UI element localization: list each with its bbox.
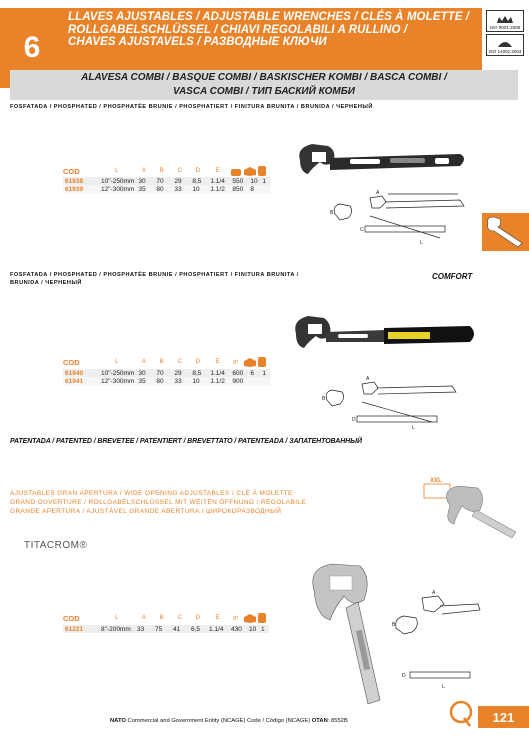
section3-table: COD L A B C D E gr 61221 8"-200mm 33 75 41 6,5 1.1/4 430 10 1 — [63, 612, 269, 633]
wrench-thumbnail-icon — [482, 213, 529, 251]
table-row: 61940 10"-250mm 30 70 29 8,5 1.1/4 600 6 1 — [63, 369, 270, 377]
dim-label-b: B — [330, 210, 334, 216]
chapter-number: 6 — [0, 8, 64, 88]
wrench-image-3 — [300, 560, 400, 710]
dim-label-c: C — [360, 227, 364, 233]
dim-label-a: A — [366, 376, 370, 382]
dim-label-d: D — [402, 673, 406, 679]
weight-icon — [229, 165, 243, 177]
dimension-diagram-1 — [330, 186, 480, 248]
dim-label-l: L — [412, 425, 415, 430]
dimension-diagram-3 — [392, 588, 482, 698]
q-logo-icon — [448, 698, 474, 728]
title-line-2: ROLLGABELSCHLÜSSEL / CHIAVI REGOLABILI A RULLINO / — [68, 23, 408, 36]
side-tab — [482, 213, 529, 251]
dim-label-b: B — [392, 622, 396, 628]
section2-spec-table — [63, 369, 270, 385]
section3-title: PATENTADA / PATENTED / BREVETEE / PATENTIERT / BREVETTATO / PATENTEADA / ЗАПАТЕНТОВАННЫЙ — [10, 438, 362, 445]
cod-label: COD — [63, 166, 80, 176]
crown-icon — [487, 14, 523, 25]
iso-9001-badge: ISO 9001:2008 — [486, 10, 524, 32]
table-row: 61939 12"-300mm 35 80 33 10 1.1/2 850 8 — [63, 185, 270, 193]
box-icon — [243, 612, 257, 624]
section3-spec-table — [63, 625, 269, 633]
xxl-label: XXL — [430, 478, 442, 484]
section1-spec-table — [63, 177, 270, 193]
leaf-icon — [487, 38, 523, 49]
footer-text: NATO Commercial and Government Entity (NCAGE) Code / Código (NCAGE) OTAN: 8552B — [110, 718, 348, 724]
section1-finish: FOSFATADA / PHOSPHATED / PHOSPHATÉE BRUNIE / PHOSPHATIERT / FINITURA BRUNITA / BRUNIDA / ЧЕРНЕНЫЙ — [10, 104, 373, 110]
title-line-1: LLAVES AJUSTABLES / ADJUSTABLE WRENCHES / CLÉS À MOLETTE / — [68, 11, 470, 23]
dim-label-l: L — [420, 240, 423, 246]
section2-table: COD L A B C D E gr 61940 10"-250mm 30 70 29 8,5 1.1/4 600 6 1 61941 12"-300mm 35 80 33 10 1.1/2 900 — [63, 356, 270, 385]
page-title — [68, 11, 478, 49]
section2-finish: FOSFATADA / PHOSPHATED / PHOSPHATÉE BRUNIE / PHOSPHATIERT / FINITURA BRUNITA / BRUNIDA / ЧЕРНЕНЫЙ — [10, 272, 299, 286]
pack-icon — [257, 165, 267, 177]
page-number: 121 — [478, 706, 529, 728]
title-line-3: CHAVES AJUSTAVELS / РАЗВОДНЫЕ КЛЮЧИ — [68, 36, 327, 48]
box-icon — [243, 165, 257, 177]
iso-14001-badge: ISO 14001:2004 — [486, 34, 524, 56]
brand-logo: TITACROM® — [24, 540, 88, 551]
pack-icon — [257, 356, 267, 368]
section3-subtitle: AJUSTABLES GRAN APERTURA / WIDE OPENING ADJUSTABLES / CLÉ À MOLETTE GRAND OUVERTURE / ROLLGABELSCHLÜSSEL MIT WEITEN ÖFFNUNG / REGOLABILE GRANDE APERTURA / AJUSTÁVEL GRANDE ABERTURA / ШИРОКОРАЗВОДНЫЙ — [10, 490, 307, 515]
certification-badges — [486, 10, 524, 56]
table-row: 61941 12"-300mm 35 80 33 10 1.1/2 900 — [63, 377, 270, 385]
dim-label-a: A — [432, 590, 436, 596]
dimension-diagram-2 — [322, 374, 472, 430]
wide-wrench-photo — [420, 476, 520, 546]
dim-label-l: L — [442, 684, 445, 690]
table-row: 61938 10"-250mm 30 70 29 8,5 1.1/4 550 10 1 — [63, 177, 270, 185]
dim-label-b: B — [322, 396, 326, 402]
section1-table: COD L A B C D E 61938 10"-250mm 30 70 29 8,5 1.1/4 550 10 1 61939 12"-300mm 35 80 33 10 1.1/2 850 8 — [63, 166, 270, 193]
dim-label-d: D — [352, 417, 356, 423]
wrench-image-2 — [288, 312, 478, 372]
product-subtitle: ALAVESA COMBI / BASQUE COMBI / BASKISCHER KOMBI / BASCA COMBI / VASCA COMBI / ТИП БАСКИЙ КОМБИ — [10, 70, 518, 100]
comfort-badge: COMFORT — [432, 272, 473, 281]
pack-icon — [257, 612, 267, 624]
dim-label-a: A — [376, 190, 380, 196]
box-icon — [243, 356, 257, 368]
table-row: 61221 8"-200mm 33 75 41 6,5 1.1/4 430 10 1 — [63, 625, 269, 633]
